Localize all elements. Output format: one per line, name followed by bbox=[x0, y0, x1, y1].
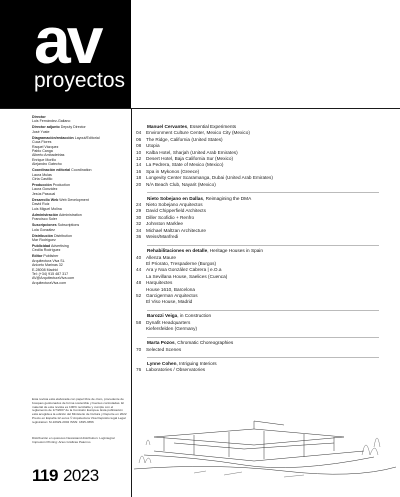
toc-entry-title: El Priorato, Trespaderne (Burgos) bbox=[146, 260, 217, 266]
toc-section-author: Lynne Cohen bbox=[147, 360, 177, 366]
credit-role-english: Publisher bbox=[42, 254, 59, 259]
credit-role-label: Producción bbox=[32, 183, 52, 188]
table-of-contents bbox=[136, 124, 386, 377]
toc-section-title: Marta Pozos, Chromatic Choreographies bbox=[147, 340, 234, 346]
credit-name: Cecilia Rodríguez bbox=[32, 248, 61, 253]
credit-name: AV@ArquitecturaViva.com bbox=[32, 276, 75, 281]
toc-entry-title: Johnston Marklee bbox=[146, 221, 183, 227]
credit-role-english: Layout/Editorial bbox=[73, 135, 100, 140]
toc-page-number: 24 bbox=[136, 202, 142, 208]
credit-block bbox=[32, 254, 128, 285]
toc-section-theme: Chromatic Choreographies bbox=[177, 340, 234, 346]
credit-role-label: Publicidad bbox=[32, 243, 51, 248]
credit-name: Tel: (+34) 915 487 317 bbox=[32, 271, 69, 276]
credit-role-english: Advertising bbox=[50, 243, 69, 248]
toc-page-number: 44 bbox=[136, 267, 142, 273]
credit-role-english: Production bbox=[51, 183, 70, 188]
toc-divider bbox=[147, 357, 379, 358]
credit-name: Luis Miguel Molina bbox=[32, 206, 62, 211]
toc-page-number: 52 bbox=[136, 292, 142, 298]
toc-section-theme: in Construction bbox=[179, 313, 212, 319]
toc-entry-title: Kalba Hotel, Sharjah (United Arab Emirates) bbox=[146, 149, 238, 155]
toc-section-theme: Essential Experiments bbox=[189, 124, 237, 129]
toc-entry-title: Harquitectes bbox=[146, 280, 173, 286]
credit-name: Alejandro Gatecho bbox=[32, 162, 62, 167]
toc-divider bbox=[147, 245, 379, 246]
toc-entry-title: Kiefersfelden (Germany) bbox=[146, 326, 198, 332]
toc-page-number: 16 bbox=[136, 168, 142, 174]
toc-page-number: 12 bbox=[136, 156, 142, 162]
toc-divider bbox=[147, 192, 379, 193]
credit-role-label: Administración bbox=[32, 212, 59, 217]
credit-name: E-28008 Madrid bbox=[32, 267, 58, 272]
toc-section-author: Barozzi Veiga bbox=[147, 313, 178, 319]
legal-registration: Precio en España 12 euros © Arquitectura Viva Depósito legal Legal registration: M-10629-2004 ISSN: 1695-3656 bbox=[32, 416, 126, 424]
credit-name: Jesús Pascual bbox=[32, 191, 56, 196]
toc-page-number: 06 bbox=[136, 136, 142, 142]
toc-entry-title: El Viso House, Madrid bbox=[146, 299, 193, 305]
toc-entry-title: Nieto Sobejano Arquitectos bbox=[146, 202, 203, 208]
credit-name: Cirta Castillo bbox=[32, 177, 53, 182]
credit-block bbox=[32, 198, 128, 211]
credit-role-english: Coordination bbox=[70, 168, 92, 173]
logo: av bbox=[34, 3, 100, 77]
toc-page-number: 08 bbox=[136, 143, 142, 149]
toc-entry-title: Environment Culture Center, Mexico City (Mexico) bbox=[146, 130, 250, 136]
toc-entry[interactable] bbox=[136, 182, 386, 188]
toc-section bbox=[136, 361, 386, 374]
toc-page-number: 48 bbox=[136, 280, 142, 286]
toc-section bbox=[136, 248, 386, 306]
toc-entry-title: N/A Beach Club, Nayarit (Mexico) bbox=[146, 181, 216, 187]
toc-page-number: 18 bbox=[136, 175, 142, 181]
credit-name: Mar Rodríguez bbox=[32, 237, 56, 242]
toc-page-number: 30 bbox=[136, 214, 142, 220]
toc-page-number: 20 bbox=[136, 181, 142, 187]
toc-entry[interactable] bbox=[136, 234, 386, 240]
toc-section bbox=[136, 124, 386, 188]
credit-name: ArquitecturaViva.com bbox=[32, 280, 67, 285]
toc-divider bbox=[147, 337, 379, 338]
credit-role-english: Subscriptions bbox=[56, 223, 80, 228]
credit-role-english: Distribution bbox=[52, 233, 72, 238]
toc-page-number: 40 bbox=[136, 254, 142, 260]
credit-name: Enrique Morillo bbox=[32, 157, 56, 162]
toc-entry-title: House 1610, Barcelona bbox=[146, 286, 195, 292]
credit-role-label: Suscripciones bbox=[32, 223, 57, 228]
credit-block bbox=[32, 223, 128, 232]
toc-entry-title: Longevity Center Scaramanga, Dubai (United Arab Emirates) bbox=[146, 175, 273, 181]
credit-name: Francisco Soler bbox=[32, 217, 57, 222]
credit-name: Aniceto Marinas 32 bbox=[32, 263, 63, 268]
credit-role-label: Desarrollo Web bbox=[32, 197, 59, 202]
credit-name: Pablo Canga bbox=[32, 149, 53, 154]
toc-section bbox=[136, 313, 386, 332]
credit-name: Cuca Flores bbox=[32, 140, 52, 145]
issue-label bbox=[32, 466, 99, 486]
toc-section-author: Manuel Cervantes bbox=[147, 124, 188, 129]
toc-section-title: Lynne Cohen, Intriguing Interiors bbox=[147, 360, 217, 366]
architectural-sketch bbox=[134, 385, 396, 485]
credits-column bbox=[32, 115, 128, 287]
credit-block bbox=[32, 183, 128, 196]
credit-name: Laura González bbox=[32, 187, 58, 192]
credit-name: Lola González bbox=[32, 227, 55, 232]
toc-entry[interactable] bbox=[136, 347, 386, 353]
toc-page-number: 32 bbox=[136, 221, 142, 227]
credit-role-label: Editor bbox=[32, 254, 43, 259]
toc-entry-title: Michael Maltzan Architecture bbox=[146, 227, 206, 233]
toc-section-author: Marta Pozos bbox=[147, 340, 175, 346]
toc-entry-title: David Chipperfield Architects bbox=[146, 208, 206, 214]
toc-page-number: 70 bbox=[136, 346, 142, 352]
credit-role-label: Director bbox=[32, 115, 46, 119]
issue-number: 119 bbox=[32, 466, 58, 485]
toc-section bbox=[136, 340, 386, 353]
distribution-printing: Distribución en quioscos Newsstand distribution: Logintegral Impresión Printing: Artes Gráficas Palermo bbox=[32, 436, 115, 444]
toc-section-theme: Reimagining the DMA bbox=[205, 195, 252, 201]
issue-year: 2023 bbox=[62, 466, 99, 485]
toc-entry[interactable] bbox=[136, 326, 386, 332]
toc-entry-title: Desert Hotel, Baja California Sur (Mexico) bbox=[146, 156, 234, 162]
credit-name: Raquel Vázquez bbox=[32, 144, 59, 149]
credit-role-label: Distribución bbox=[32, 233, 53, 238]
toc-divider bbox=[147, 310, 379, 311]
header-rule bbox=[0, 108, 400, 109]
credit-block bbox=[32, 244, 128, 253]
toc-page-number: 36 bbox=[136, 234, 142, 240]
toc-entry-title: La Pedrera, State of Mexico (Mexico) bbox=[146, 162, 224, 168]
credit-role-english: Web Development bbox=[58, 197, 89, 202]
credit-name: Alberto Ambadetrias bbox=[32, 153, 65, 158]
toc-section-theme: Intriguing Interiors bbox=[179, 360, 217, 366]
credit-name: Luis Fernández-Galiano bbox=[32, 119, 71, 124]
masthead bbox=[0, 0, 131, 108]
toc-section-title: Nieto Sobejano en Dallas, Reimagining the DMA bbox=[147, 195, 252, 201]
credit-role-label: Diagramación/redacción bbox=[32, 135, 74, 140]
toc-entry[interactable] bbox=[136, 299, 386, 305]
toc-page-number: 76 bbox=[136, 366, 142, 372]
credit-block bbox=[32, 213, 128, 222]
toc-page-number: 04 bbox=[136, 130, 142, 136]
credit-block bbox=[32, 125, 128, 134]
credit-block bbox=[32, 136, 128, 167]
toc-entry[interactable] bbox=[136, 367, 386, 373]
toc-entry-title: Utopia bbox=[146, 143, 160, 149]
toc-section-title: Barozzi Veiga, in Construction bbox=[147, 313, 212, 319]
credit-role-english: Administration bbox=[58, 212, 82, 217]
toc-entry-title: Dynafit Headquarters bbox=[146, 319, 191, 325]
column-divider bbox=[131, 108, 132, 497]
toc-entry-title: Spa in Mykonos (Greece) bbox=[146, 168, 200, 174]
logo-subtitle: proyectos bbox=[34, 69, 126, 92]
credit-block bbox=[32, 234, 128, 243]
toc-section-author: Rehabilitaciones en detalle bbox=[147, 248, 208, 254]
credit-role-english: Deputy Director bbox=[59, 125, 86, 130]
credit-name: José Yuste bbox=[32, 129, 50, 134]
toc-page-number: 29 bbox=[136, 208, 142, 214]
credit-block bbox=[32, 168, 128, 181]
credit-block bbox=[32, 115, 128, 124]
credit-name: David Ruiz bbox=[32, 202, 50, 207]
toc-entry-title: Selected Scenes bbox=[146, 346, 182, 352]
paper-notice: Esta revista está elaborada con papel libre de cloro, procedente de bosques gestionados de forma sostenible y fuentes controladas. El material de esta revista es 100% reciclable y cumple con el reglamento de 1/7/2007 de la Comisión Europea. Esta publicación está acogida a la edición del Ministerio de Cultura y Deporte en 2022 bbox=[32, 397, 127, 417]
toc-entry-title: Garcigerman Arquitectos bbox=[146, 292, 198, 298]
toc-page-number: 14 bbox=[136, 162, 142, 168]
credit-name: Laura Mulas bbox=[32, 172, 52, 177]
toc-entry-title: Allenza Maure bbox=[146, 254, 176, 260]
toc-entry-title: The Ridge, California (United States) bbox=[146, 136, 223, 142]
credit-role-label: Coordinación editorial bbox=[32, 168, 71, 173]
toc-section-author: Nieto Sobejano en Dallas bbox=[147, 195, 204, 201]
toc-entry-title: La Sevillana House, Saelices (Cuenca) bbox=[146, 273, 228, 279]
toc-entry-title: Diller Scofidio + Renfro bbox=[146, 214, 195, 220]
credit-role-label: Director adjunto bbox=[32, 125, 60, 130]
toc-page-number: 34 bbox=[136, 227, 142, 233]
toc-entry-title: Weiss/Manfredi bbox=[146, 234, 179, 240]
toc-entry-title: Ara y Noa González Cabrera | e.O.a bbox=[146, 267, 222, 273]
credit-name: Arquitectura Viva SL bbox=[32, 258, 65, 263]
toc-section bbox=[136, 196, 386, 241]
toc-page-number: 10 bbox=[136, 149, 142, 155]
toc-section-theme: Heritage Houses in Spain bbox=[209, 248, 263, 254]
toc-entry-title: Laboratories / Observatories bbox=[146, 366, 206, 372]
toc-section-title: Rehabilitaciones en detalle, Heritage Houses in Spain bbox=[147, 248, 263, 254]
toc-page-number: 58 bbox=[136, 319, 142, 325]
toc-section-title: Manuel Cervantes, Essential Experiments bbox=[147, 124, 237, 129]
